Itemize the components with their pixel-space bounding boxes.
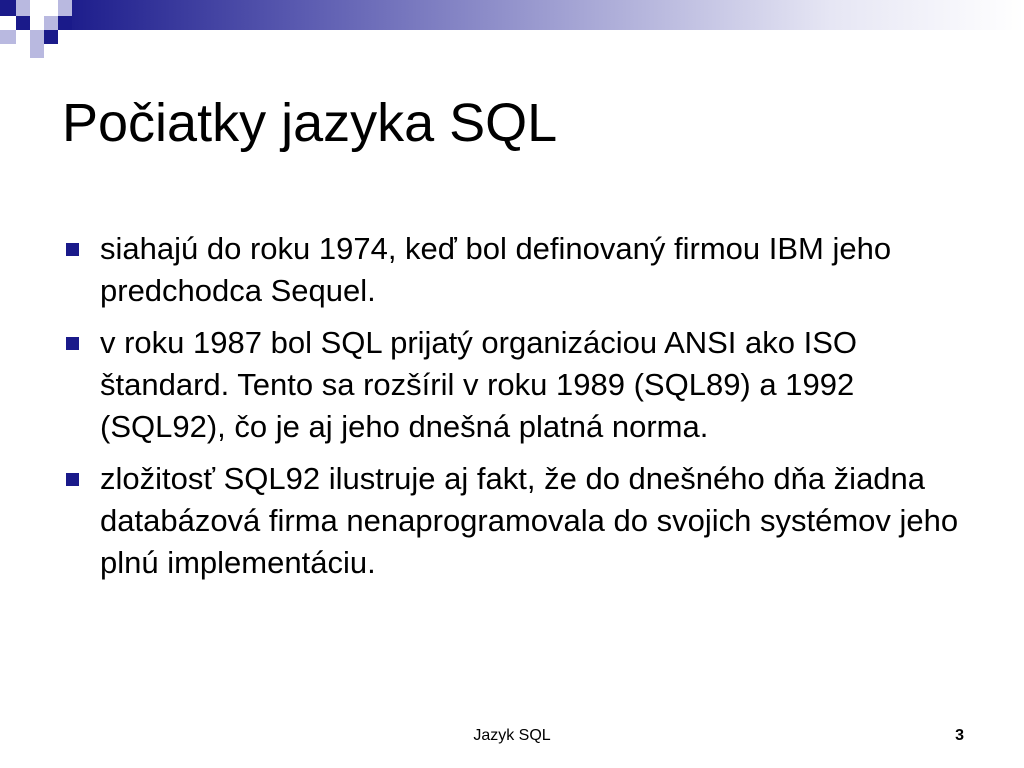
square-bullet-icon — [66, 243, 79, 256]
list-item — [62, 458, 962, 584]
footer-title: Jazyk SQL — [473, 727, 551, 744]
list-item — [62, 322, 962, 448]
decor-square — [30, 44, 44, 58]
decor-square — [16, 0, 30, 16]
decor-square — [0, 0, 16, 16]
bullet-list — [62, 228, 962, 594]
bullet-text: v roku 1987 bol SQL prijatý organizáciou ANSI ako ISO štandard. Tento sa rozšíril v roku 1989 (SQL89) a 1992 (SQL92), čo je aj jeho dnešná platná norma. — [100, 325, 858, 444]
square-bullet-icon — [66, 473, 79, 486]
slide-title: Počiatky jazyka SQL — [62, 93, 558, 153]
decor-square — [0, 30, 16, 44]
list-item — [62, 228, 962, 312]
bullet-text: siahajú do roku 1974, keď bol definovaný firmou IBM jeho predchodca Sequel. — [100, 231, 892, 308]
page-number: 3 — [955, 727, 964, 744]
header-gradient-bar — [58, 0, 1024, 30]
decor-square — [44, 30, 58, 44]
decor-square — [58, 16, 72, 30]
decor-square — [30, 30, 44, 44]
decor-square — [16, 16, 30, 30]
decor-square — [44, 16, 58, 30]
bullet-text: zložitosť SQL92 ilustruje aj fakt, že do dnešného dňa žiadna databázová firma nenaprogramovala do svojich systémov jeho plnú implementáciu. — [100, 461, 959, 580]
decor-square — [58, 0, 72, 16]
square-bullet-icon — [66, 337, 79, 350]
